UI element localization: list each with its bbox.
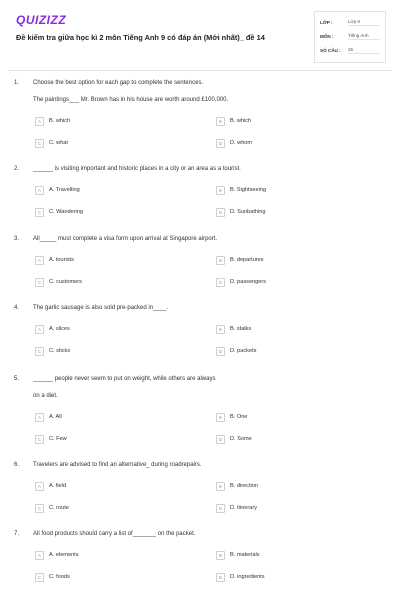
option-letter-box: B <box>216 413 225 422</box>
option-text: B. direction <box>230 483 258 489</box>
option-text: C. route <box>49 505 69 511</box>
meta-box <box>314 11 386 63</box>
option-text: A. Travelling <box>49 187 80 193</box>
option-text: D. itinerary <box>230 505 258 511</box>
question-text: ______ people never seem to put on weight, while others are always <box>33 376 216 382</box>
option-letter-box: B <box>216 325 225 334</box>
answer-option[interactable] <box>35 346 70 356</box>
answer-option[interactable] <box>216 572 265 582</box>
option-letter-box: B <box>216 551 225 560</box>
option-text: A. tourists <box>49 257 74 263</box>
meta-key: SỐ CÂU : <box>320 47 341 53</box>
meta-value: Tiếng Anh <box>348 33 380 40</box>
question-text: The paintings___ Mr. Brown has in his house are worth around £100,000. <box>33 97 229 103</box>
option-text: A. All <box>49 414 62 420</box>
option-text: B. departures <box>230 257 264 263</box>
answer-option[interactable] <box>216 346 256 356</box>
option-letter-box: D <box>216 573 225 582</box>
answer-option[interactable] <box>35 412 62 422</box>
page-title: Đề kiểm tra giữa học kì 2 môn Tiếng Anh 9 có đáp án (Mới nhất)_ đề 14 <box>16 33 265 42</box>
question-text: ______ is visiting important and historic places in a city or an area as a tourist. <box>33 166 241 172</box>
option-text: A. slices <box>49 326 70 332</box>
option-text: B. which <box>230 118 252 124</box>
option-letter-box: D <box>216 139 225 148</box>
option-letter-box: C <box>35 573 44 582</box>
meta-row-subject <box>320 29 380 43</box>
question-text: All food products should carry a list of_______ on the packet. <box>33 531 196 537</box>
option-text: D. packets <box>230 348 257 354</box>
meta-row-count <box>320 43 380 57</box>
question-number: 3. <box>14 236 20 242</box>
answer-option[interactable] <box>35 324 70 334</box>
option-letter-box: A <box>35 551 44 560</box>
option-letter-box: C <box>35 435 44 444</box>
question-text: Travelers are advised to find an alternative_ during roadrepairs. <box>33 462 202 468</box>
option-letter-box: B <box>216 482 225 491</box>
meta-key: MÔN : <box>320 33 334 39</box>
answer-option[interactable] <box>35 572 70 582</box>
answer-option[interactable] <box>35 255 74 265</box>
option-text: C. what <box>49 140 68 146</box>
header-divider <box>8 70 392 71</box>
option-letter-box: D <box>216 504 225 513</box>
meta-key: LỚP : <box>320 19 333 25</box>
meta-row-class <box>320 15 380 29</box>
answer-option[interactable] <box>216 207 265 217</box>
option-letter-box: D <box>216 278 225 287</box>
answer-option[interactable] <box>216 434 252 444</box>
option-letter-box: C <box>35 139 44 148</box>
option-text: C. sticks <box>49 348 71 354</box>
answer-option[interactable] <box>35 207 83 217</box>
option-letter-box: A <box>35 256 44 265</box>
option-text: A. field <box>49 483 67 489</box>
option-text: B. stalks <box>230 326 252 332</box>
option-text: C. Wandering <box>49 209 83 215</box>
option-letter-box: C <box>35 278 44 287</box>
answer-option[interactable] <box>35 503 69 513</box>
option-letter-box: B <box>216 186 225 195</box>
option-letter-box: B <box>216 117 225 126</box>
answer-option[interactable] <box>35 116 70 126</box>
question-text: The garlic sausage is also sold pre-packed in____. <box>33 305 169 311</box>
answer-option[interactable] <box>216 481 258 491</box>
question-number: 2. <box>14 166 20 172</box>
meta-value: Lớp 9 <box>348 19 380 26</box>
answer-option[interactable] <box>216 277 266 287</box>
option-text: B. materials <box>230 552 260 558</box>
option-text: D. whom <box>230 140 253 146</box>
option-letter-box: A <box>35 117 44 126</box>
option-letter-box: D <box>216 208 225 217</box>
answer-option[interactable] <box>216 503 257 513</box>
question-text: Choose the best option for each gap to complete the sentences. <box>33 80 204 86</box>
answer-option[interactable] <box>35 550 79 560</box>
answer-option[interactable] <box>35 481 66 491</box>
question-number: 4. <box>14 305 20 311</box>
option-text: C. customers <box>49 279 82 285</box>
option-text: D. Sunbathing <box>230 209 266 215</box>
question-number: 6. <box>14 462 20 468</box>
option-text: B. One <box>230 414 248 420</box>
answer-option[interactable] <box>35 138 68 148</box>
option-letter-box: A <box>35 325 44 334</box>
option-letter-box: D <box>216 435 225 444</box>
option-letter-box: C <box>35 504 44 513</box>
question-number: 1. <box>14 80 20 86</box>
answer-option[interactable] <box>216 116 251 126</box>
answer-option[interactable] <box>35 434 67 444</box>
option-letter-box: D <box>216 347 225 356</box>
answer-option[interactable] <box>216 255 264 265</box>
answer-option[interactable] <box>35 277 82 287</box>
meta-value: 25 <box>348 47 380 54</box>
answer-option[interactable] <box>216 412 247 422</box>
quizizz-logo: QUIZIZZ <box>16 13 67 27</box>
question-text: All_____ must complete a visa form upon arrival at Singapore airport. <box>33 236 218 242</box>
question-text: on a diet. <box>33 393 58 399</box>
option-letter-box: C <box>35 208 44 217</box>
option-text: B. Sightseeing <box>230 187 267 193</box>
answer-option[interactable] <box>216 324 251 334</box>
answer-option[interactable] <box>216 185 266 195</box>
answer-option[interactable] <box>216 550 260 560</box>
option-letter-box: A <box>35 186 44 195</box>
answer-option[interactable] <box>216 138 252 148</box>
question-number: 5. <box>14 376 20 382</box>
option-letter-box: C <box>35 347 44 356</box>
answer-option[interactable] <box>35 185 80 195</box>
option-text: C. foods <box>49 574 70 580</box>
option-text: D. ingredients <box>230 574 265 580</box>
option-text: B. which <box>49 118 71 124</box>
question-number: 7. <box>14 531 20 537</box>
option-text: A. elements <box>49 552 79 558</box>
option-letter-box: B <box>216 256 225 265</box>
option-letter-box: A <box>35 413 44 422</box>
option-text: C. Few <box>49 436 67 442</box>
option-letter-box: A <box>35 482 44 491</box>
option-text: D. Some <box>230 436 252 442</box>
option-text: D. passengers <box>230 279 267 285</box>
